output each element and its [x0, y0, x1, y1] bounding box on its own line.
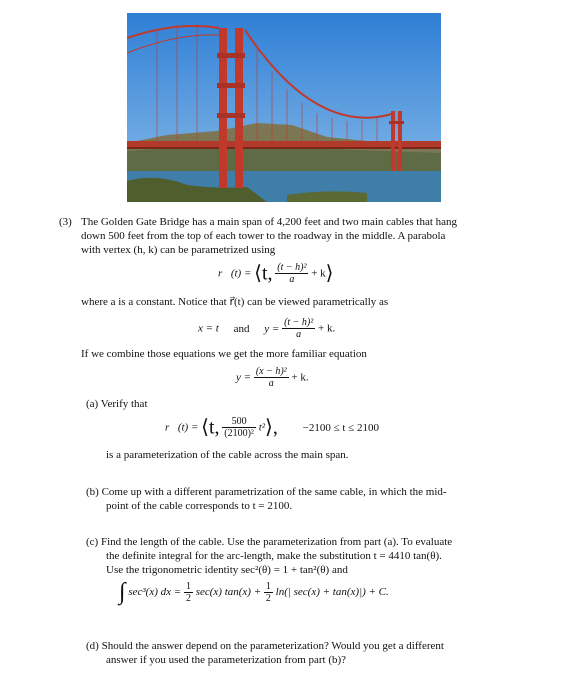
part-c-line-2: the definite integral for the arc-length, make the substitution t = 4410 tan(θ).	[106, 550, 442, 562]
text-where: where a is a constant. Notice that r⃗(t) can be viewed parametrically as	[81, 296, 389, 308]
part-a-label: (a) Verify that	[86, 398, 148, 410]
equation-parametric: x = t and y = $\frac{\text{(t − h)²}}{a}$ + k.	[198, 317, 336, 340]
problem-number: (3)	[59, 216, 72, 228]
intro-line-2: down 500 feet from the top of each tower to the roadway in the middle. A parabola	[81, 230, 446, 242]
text-combine: If we combine those equations we get the more familiar equation	[81, 348, 367, 360]
part-c-line-1: (c) Find the length of the cable. Use the parameterization from part (a). To evaluate	[86, 536, 453, 548]
part-b-line-1: (b) Come up with a different parametrization of the same cable, in which the mid-	[86, 486, 447, 498]
part-c-line-3: Use the trigonometric identity sec²(θ) = 1 + tan²(θ) and	[106, 564, 348, 576]
equation-part-a: r⃗(t) = ⟨t, $\frac{500}{\text{(2100)²}}$ t²⟩, −2100 ≤ t ≤ 2100	[165, 416, 379, 439]
equation-integral-sec-cubed: ∫ sec³(x) dx = $\frac{1}{2}$ sec(x) tan(x) + $\frac{1}{2}$ ln(| sec(x) + tan(x)|) + C.	[119, 579, 389, 605]
equation-cartesian: y = $\frac{\text{(x − h)²}}{a}$ + k.	[236, 366, 309, 389]
part-d-line-1: (d) Should the answer depend on the parameterization? Would you get a different	[86, 640, 444, 652]
intro-line-3: with vertex (h, k) can be parametrized using	[81, 244, 276, 256]
part-b-line-2: point of the cable corresponds to t = 2100.	[106, 500, 293, 512]
equation-parabola-vector: r⃗(t) = ⟨t, $\frac{\text{(t − h)²}}{a}$ + k⟩	[218, 262, 334, 285]
golden-gate-bridge-photo	[127, 13, 441, 202]
intro-line-1: The Golden Gate Bridge has a main span of 4,200 feet and two main cables that hang	[81, 216, 458, 228]
part-a-text: is a parameterization of the cable across the main span.	[106, 449, 349, 461]
part-d-line-2: answer if you used the parameterization from part (b)?	[106, 654, 347, 666]
